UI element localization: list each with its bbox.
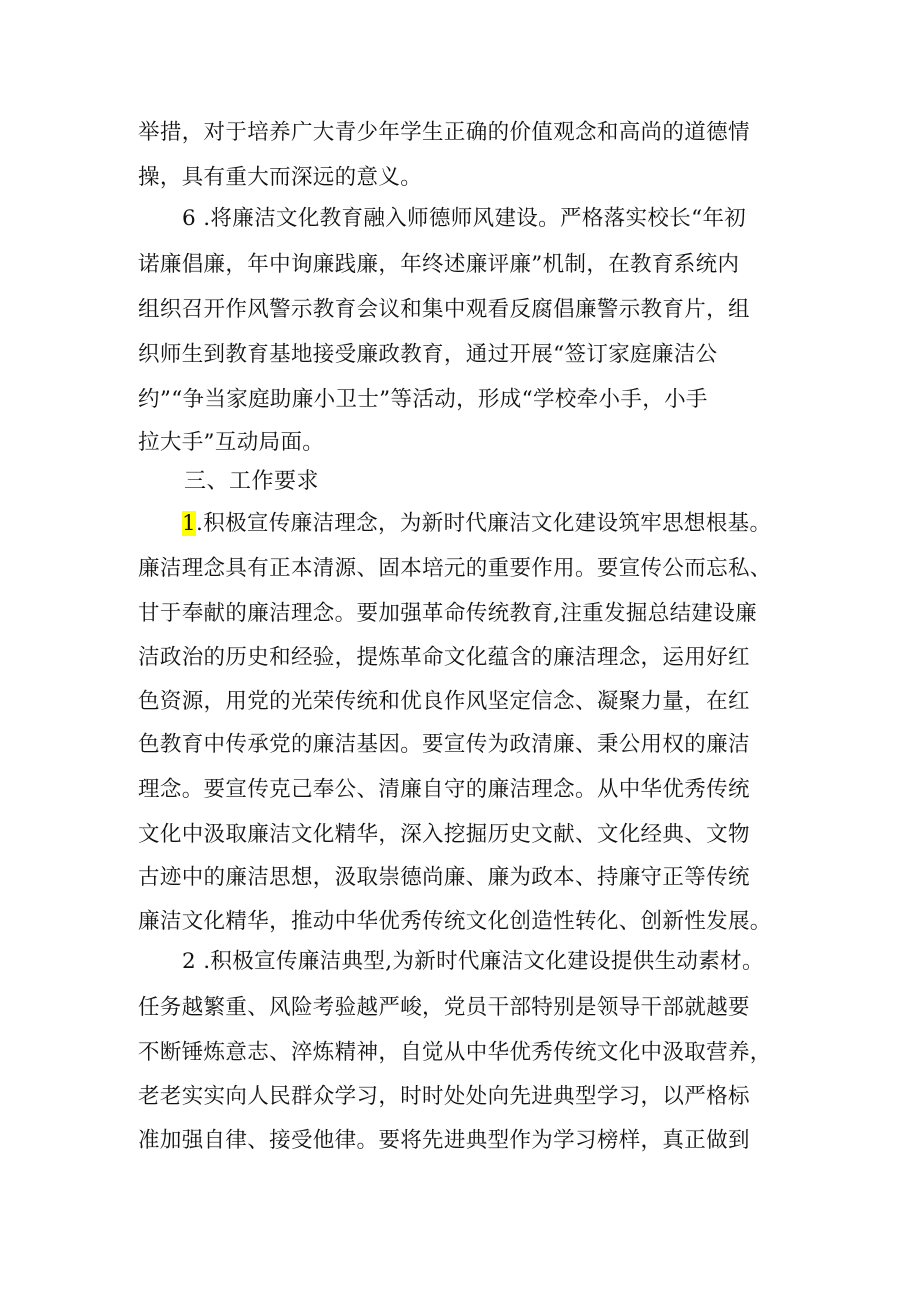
- text-line: 约”“争当家庭助廉小卫士”等活动，形成“学校牵小手，小手: [138, 387, 708, 412]
- text-line: 诺廉倡廉，年中询廉践廉，年终述廉评廉”机制，在教育系统内: [138, 252, 740, 277]
- text-line: 举措，对于培养广大青少年学生正确的价值观念和高尚的道德情: [138, 120, 750, 145]
- text-line: 准加强自律、接受他律。要将先进典型作为学习榜样，真正做到: [138, 1128, 750, 1153]
- text-line: 洁政治的历史和经验，提炼革命文化蕴含的廉洁理念，运用好红: [138, 645, 750, 670]
- text-line: 操，具有重大而深远的意义。: [138, 165, 423, 190]
- text-line: 色资源，用党的光荣传统和优良作风坚定信念、凝聚力量，在红: [138, 689, 750, 714]
- text-line: 廉洁文化精华，推动中华优秀传统文化创造性转化、创新性发展。: [138, 909, 772, 934]
- text-line: 甘于奉献的廉洁理念。要加强革命传统教育,注重发掘总结建设廉: [138, 601, 757, 626]
- paragraph-2-first-line: 2 .积极宣传廉洁典型,为新时代廉洁文化建设提供生动素材。: [182, 949, 764, 974]
- text-line: 织师生到教育基地接受廉政教育，通过开展“签订家庭廉洁公: [138, 342, 718, 367]
- section-heading: 三、工作要求: [184, 469, 320, 494]
- highlighted-number: 1: [182, 511, 197, 536]
- paragraph-1-heading-text: .积极宣传廉洁理念，为新时代廉洁文化建设筑牢思想根基。: [196, 511, 772, 536]
- text-line: 文化中汲取廉洁文化精华，深入挖掘历史文献、文化经典、文物: [138, 822, 750, 847]
- text-line: 组织召开作风警示教育会议和集中观看反腐倡廉警示教育片，组: [138, 297, 750, 322]
- text-line: 廉洁理念具有正本清源、固本培元的重要作用。要宣传公而忘私、: [138, 556, 772, 581]
- text-line: 理念。要宣传克己奉公、清廉自守的廉洁理念。从中华优秀传统: [138, 777, 750, 802]
- text-line: 不断锤炼意志、淬炼精神，自觉从中华优秀传统文化中汲取营养，: [138, 1040, 772, 1065]
- paragraph-6-first-line: 6 .将廉洁文化教育融入师德师风建设。严格落实校长“年初: [182, 206, 747, 231]
- text-line: 任务越繁重、风险考验越严峻，党员干部特别是领导干部就越要: [138, 995, 750, 1020]
- text-line: 色教育中传承党的廉洁基因。要宣传为政清廉、秉公用权的廉洁: [138, 732, 750, 757]
- paragraph-1-first-line: [182, 507, 771, 541]
- text-line: 古迹中的廉洁思想，汲取崇德尚廉、廉为政本、持廉守正等传统: [138, 865, 750, 890]
- text-line: 老老实实向人民群众学习，时时处处向先进典型学习，以严格标: [138, 1084, 750, 1109]
- text-line: 拉大手”互动局面。: [138, 430, 325, 455]
